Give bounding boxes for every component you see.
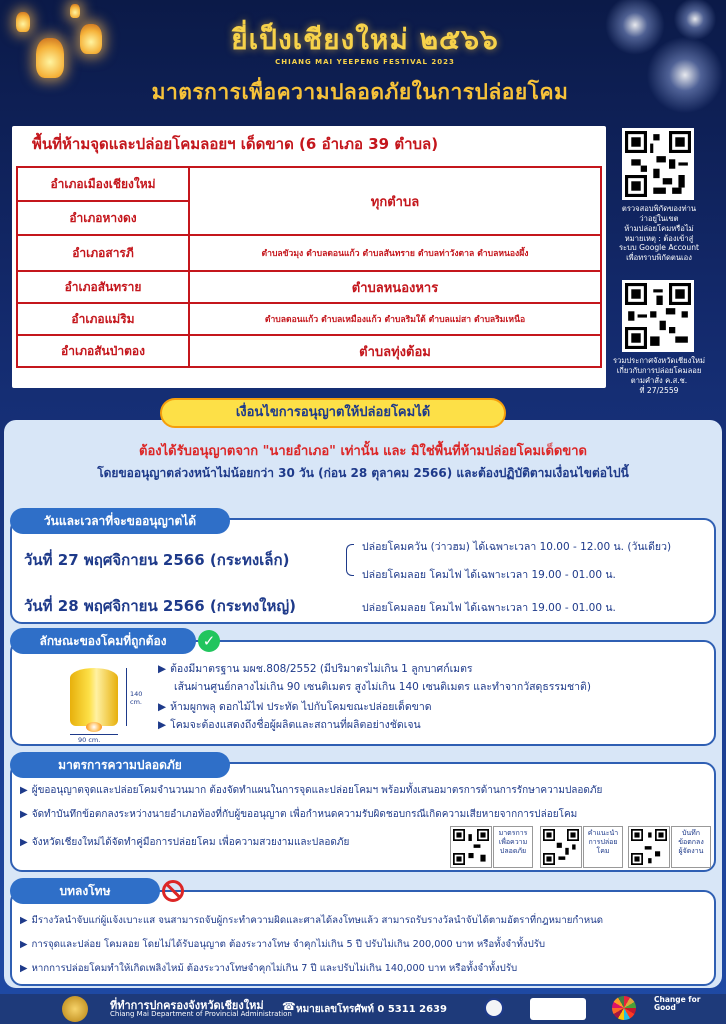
qr-code-icon — [625, 131, 691, 197]
restricted-zones-table — [16, 166, 602, 368]
qr-caption-announcements: รวมประกาศจังหวัดเชียงใหม่ เกี่ยวกับการปล่อยโคมลอย ตามคำสั่ง ค.ส.ช. ที่ 27/2559 — [613, 356, 705, 395]
change-for-good-logo — [654, 996, 714, 1022]
permission-requirement: ต้องได้รับอนุญาตจาก "นายอำเภอ" เท่านั้น และ มิใช่พื้นที่ห้ามปล่อยโคมเด็ดขาด — [139, 444, 587, 459]
qr-code-icon — [543, 829, 579, 865]
footer-org-en: Chiang Mai Department of Provincial Administration — [110, 1010, 292, 1018]
dates-tag: วันและเวลาที่จะขออนุญาตได้ — [10, 508, 230, 534]
qr-label-organizer-mou: บันทึก ข้อตกลง ผู้จัดงาน — [671, 826, 711, 868]
arrow-icon: ▶ — [20, 809, 28, 820]
restricted-zones-box — [12, 126, 606, 388]
width-label: 90 cm. — [78, 736, 101, 744]
zone-subdistricts: ตำบลหนองหาร — [189, 271, 601, 303]
bullet-text: ผู้ขออนุญาตจุดและปล่อยโคมจำนวนมาก ต้องจัดทำแผนในการจุดและปล่อยโคมฯ พร้อมทั้งเสนอมาตรการด้านการรักษาความปลอดภัย — [31, 785, 603, 796]
arrow-icon: ▶ — [20, 915, 28, 926]
festival-title-en: CHIANG MAI YEEPENG FESTIVAL 2023 — [275, 58, 455, 66]
bullet-text: โคมจะต้องแสดงถึงชื่อผู้ผลิตและสถานที่ผลิตอย่างชัดเจน — [170, 719, 421, 731]
festival-title: ยี่เป็งเชียงใหม่ ๒๕๖๖ — [231, 23, 499, 56]
firework-decoration — [640, 30, 726, 120]
lantern-bullet-standard — [158, 662, 698, 676]
arrow-icon: ▶ — [158, 663, 167, 675]
qr-code-lantern-guide[interactable] — [540, 826, 582, 868]
penalty-bullet-unauthorized — [20, 938, 716, 951]
penalty-tag: บทลงโทษ — [10, 878, 160, 904]
lantern-tag: ลักษณะของโคมที่ถูกต้อง — [10, 628, 196, 654]
penalty-bullet-reward — [20, 914, 716, 927]
width-dimension — [70, 734, 118, 735]
bullet-text: ห้ามผูกพลุ ดอกไม้ไฟ ประทัด ไปกับโคมขณะปล่อยเด็ดขาด — [170, 701, 432, 713]
lantern-decoration — [80, 24, 102, 54]
dopa-logo — [62, 996, 88, 1022]
zone-subdistricts: ตำบลทุ่งต้อม — [189, 335, 601, 367]
penalty-bullet-fire — [20, 962, 716, 975]
advance-request-note: โดยขออนุญาตล่วงหน้าไม่น้อยกว่า 30 วัน (ก่อน 28 ตุลาคม 2566) และต้องปฏิบัติตามเงื่อนไขต่อไปนี้ — [97, 466, 629, 480]
conditions-pill: เงื่อนไขการอนุญาตให้ปล่อยโคมได้ — [160, 398, 506, 428]
phone-icon: ☎ — [282, 1000, 296, 1013]
qr-code-zone-check[interactable] — [622, 128, 694, 200]
bullet-text: ต้องมีมาตรฐาน มผช.808/2552 (มีปริมาตรไม่เกิน 1 ลูกบาศก์เมตร — [170, 663, 473, 675]
lantern-decoration — [36, 38, 64, 78]
header — [0, 0, 726, 122]
partner-logo — [484, 998, 504, 1018]
zone-district: อำเภอสันป่าตอง — [17, 335, 189, 367]
day2-line: ปล่อยโคมลอย โคมไฟ ได้เฉพาะเวลา 19.00 - 01.00 น. — [362, 602, 616, 614]
bullet-text: จังหวัดเชียงใหม่ได้จัดทำคู่มือการปล่อยโคม เพื่อความสวยงามและปลอดภัย — [31, 837, 350, 848]
lantern-illustration — [70, 668, 118, 726]
safety-bullet-mou — [20, 808, 710, 822]
zone-district: อำเภอสันทราย — [17, 271, 189, 303]
height-label: 140 cm. — [130, 690, 143, 706]
bullet-text: หากการปล่อยโคมทำให้เกิดเพลิงไหม้ ต้องระวางโทษจำคุกไม่เกิน 7 ปี และปรับไม่เกิน 140,000 บาท หรือทั้งจำทั้งปรับ — [31, 963, 518, 974]
day1-line2: ปล่อยโคมลอย โคมไฟ ได้เฉพาะเวลา 19.00 - 01.00 น. — [362, 569, 616, 581]
zone-district: อำเภอเมืองเชียงใหม่ — [17, 167, 189, 201]
restricted-zones-title: พื้นที่ห้ามจุดและปล่อยโคมลอยฯ เด็ดขาด (6 อำเภอ 39 ตำบล) — [32, 135, 439, 153]
zone-district: อำเภอแม่ริม — [17, 303, 189, 335]
qr-code-icon — [625, 283, 691, 349]
day2-title: วันที่ 28 พฤศจิกายน 2566 (กระทงใหญ่) — [24, 597, 297, 615]
zone-subdistricts: ทุกตำบล — [189, 167, 601, 235]
lantern-bullet-label — [158, 718, 698, 732]
safety-measures-title: มาตรการเพื่อความปลอดภัยในการปล่อยโคม — [151, 80, 569, 104]
qr-code-icon — [631, 829, 667, 865]
bullet-text: การจุดและปล่อย โคมลอย โดยไม่ได้รับอนุญาต ต้องระวางโทษ จำคุกไม่เกิน 5 ปี ปรับไม่เกิน 200,000 บาท หรือทั้งจำทั้งปรับ — [31, 939, 546, 950]
arrow-icon: ▶ — [158, 701, 167, 713]
footer-phone: หมายเลขโทรศัพท์ 0 5311 2639 — [296, 1004, 447, 1015]
check-icon: ✓ — [198, 630, 220, 652]
zone-subdistricts: ตำบลดอนแก้ว ตำบลเหมืองแก้ว ตำบลริมใต้ ตำบลแม่สา ตำบลริมเหนือ — [189, 303, 601, 335]
qr-code-announcements[interactable] — [622, 280, 694, 352]
bullet-text: จัดทำบันทึกข้อตกลงระหว่างนายอำเภอท้องที่กับผู้ขออนุญาต เพื่อกำหนดความรับผิดชอบกรณีเกิดความเสียหายจากการปล่อยโคม — [31, 809, 578, 820]
zone-district: อำเภอหางดง — [17, 201, 189, 235]
lantern-bullet-no-fireworks — [158, 700, 698, 714]
bullet-text: มีรางวัลนำจับแก่ผู้แจ้งเบาะแส จนสามารถจับผู้กระทำความผิดและศาลได้ลงโทษแล้ว สามารถรับรางวัลนำจับได้ตามอัตราที่กฎหมายกำหนด — [31, 915, 604, 926]
lantern-decoration — [70, 4, 80, 18]
qr-label-lantern-guide: คำแนะนำ การปล่อย โคม — [583, 826, 623, 868]
footer — [0, 994, 726, 1024]
firework-decoration — [670, 0, 720, 44]
sdg-wheel-logo — [612, 996, 636, 1020]
footer-org: ที่ทำการปกครองจังหวัดเชียงใหม่ — [110, 999, 264, 1012]
safety-tag: มาตรการความปลอดภัย — [10, 752, 230, 778]
arrow-icon: ▶ — [20, 963, 28, 974]
brace — [346, 544, 354, 576]
logo-text: Change for Good — [654, 995, 701, 1013]
qr-label-safety-measures: มาตรการ เพื่อความ ปลอดภัย — [493, 826, 533, 868]
qr-code-safety-measures[interactable] — [450, 826, 492, 868]
qr-code-icon — [453, 829, 489, 865]
safety-bullet-plan — [20, 784, 710, 798]
partner-logo-banner — [530, 998, 586, 1020]
arrow-icon: ▶ — [20, 939, 28, 950]
zone-district: อำเภอสารภี — [17, 235, 189, 271]
arrow-icon: ▶ — [20, 785, 28, 796]
qr-code-organizer-mou[interactable] — [628, 826, 670, 868]
bullet-text: เส้นผ่านศูนย์กลางไม่เกิน 90 เซนติเมตร สูงไม่เกิน 140 เซนติเมตร และทำจากวัสดุธรรมชาติ) — [174, 681, 591, 693]
qr-caption-zone-check: ตรวจสอบพิกัดของท่าน ว่าอยู่ในเขต ห้ามปล่อยโคมหรือไม่ หมายเหตุ : ต้องเข้าสู่ ระบบ Google Account เพื่อทราบพิกัดตนเอง — [618, 204, 700, 263]
safety-bullet-manual — [20, 836, 450, 850]
arrow-icon: ▶ — [158, 719, 167, 731]
zone-subdistricts: ตำบลขัวมุง ตำบลดอนแก้ว ตำบลสันทราย ตำบลท่าวังตาล ตำบลหนองผึ้ง — [189, 235, 601, 271]
prohibited-icon — [162, 880, 184, 902]
day1-title: วันที่ 27 พฤศจิกายน 2566 (กระทงเล็ก) — [24, 551, 290, 569]
lantern-decoration — [16, 12, 30, 32]
arrow-icon: ▶ — [20, 837, 28, 848]
day1-line1: ปล่อยโคมควัน (ว่าวฮม) ได้เฉพาะเวลา 10.00 - 12.00 น. (วันเดียว) — [362, 541, 672, 553]
lantern-bullet-standard-cont — [174, 680, 714, 694]
flame-icon — [86, 722, 102, 732]
